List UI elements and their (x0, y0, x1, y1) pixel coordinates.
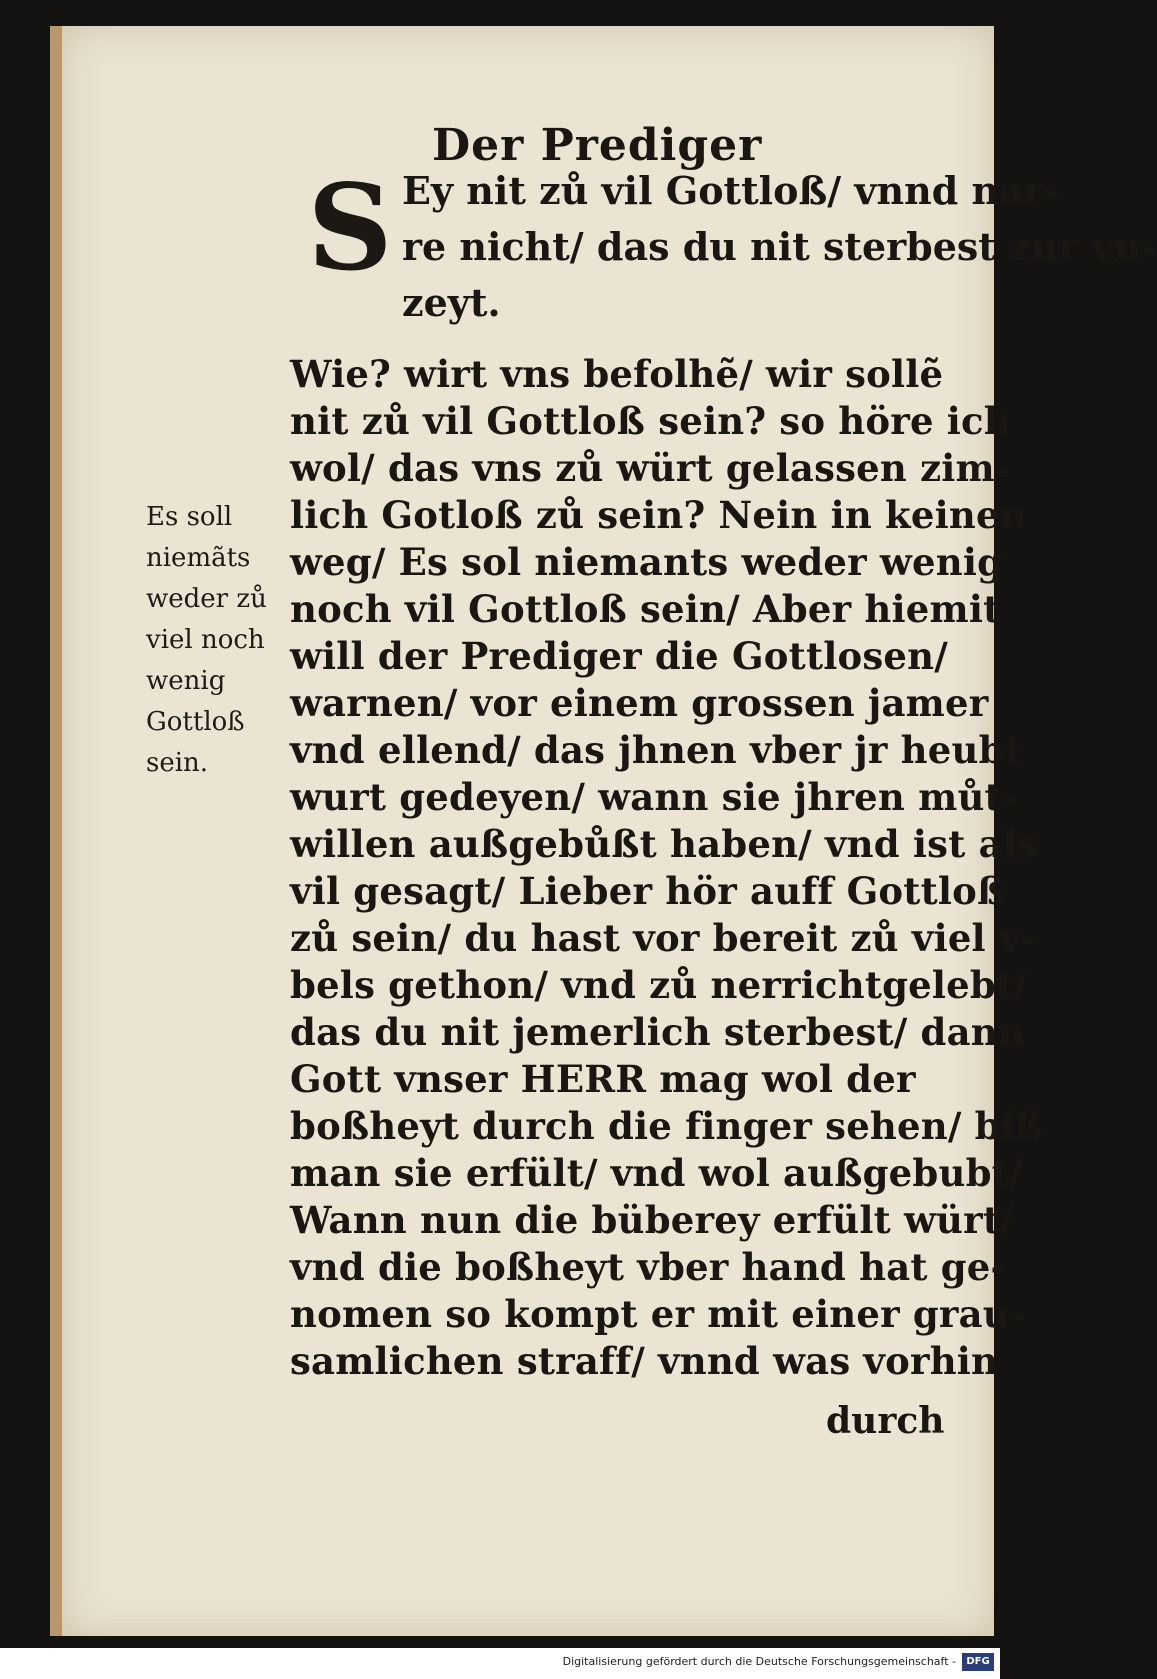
verse-line: re nicht/ das du nit sterbest zur vn‑ (402, 224, 1157, 269)
body-line: willen außgebůßt haben/ vnd ist als (290, 822, 1039, 866)
body-line: wurt gedeyen/ wann sie jhren můt‑ (290, 775, 1018, 819)
body-line: man sie erfült/ vnd wol außgebubt/ (290, 1151, 1023, 1195)
body-line: boßheyt durch die finger sehen/ biß (290, 1104, 1044, 1148)
body-line: samlichen straff/ vnnd was vorhin (290, 1339, 999, 1383)
margin-note-line: viel noch (146, 625, 265, 655)
margin-note-line: niemãts (146, 543, 251, 573)
margin-note-line: sein. (146, 748, 209, 778)
dfg-logo: DFG (962, 1653, 994, 1671)
body-line: Wann nun die büberey erfült würt/ (290, 1198, 1014, 1242)
verse-line: Ey nit zů vil Gottloß/ vnnd nar‑ (402, 168, 1060, 213)
body-line: Wie? wirt vns befolhẽ/ wir sollẽ (290, 352, 944, 396)
running-header: Der Prediger (432, 120, 763, 171)
body-line: Gott vnser HERR mag wol der (290, 1057, 916, 1101)
body-line: vil gesagt/ Lieber hör auff Gottloß (290, 869, 1006, 913)
body-line: weg/ Es sol niemants weder wenig (290, 540, 1004, 584)
body-line: lich Gotloß zů sein? Nein in keinen (290, 493, 1027, 537)
body-line: vnd die boßheyt vber hand hat ge‑ (290, 1245, 1007, 1289)
body-line: zů sein/ du hast vor bereit zů viel v‑ (290, 916, 1037, 960)
footer-bar (0, 1648, 1000, 1679)
body-line: warnen/ vor einem grossen jamer (290, 681, 989, 725)
body-line: nit zů vil Gottloß sein? so höre ich (290, 399, 1011, 443)
body-line: bels gethon/ vnd zů nerrichtgelebt/ (290, 963, 1027, 1007)
margin-note-line: Gottloß (146, 707, 245, 737)
margin-note-line: wenig (146, 666, 226, 696)
body-line: nomen so kompt er mit einer grau‑ (290, 1292, 1026, 1336)
verse-line: zeyt. (402, 280, 501, 325)
margin-note-line: weder zů (146, 584, 267, 614)
footer-credit: Digitalisierung gefördert durch die Deutsche Forschungsgemeinschaft - (562, 1655, 956, 1668)
catchword: durch (826, 1400, 945, 1442)
initial-letter: S (307, 158, 393, 297)
body-line: will der Prediger die Gottlosen/ (290, 634, 948, 678)
body-line: wol/ das vns zů würt gelassen zim‑ (290, 446, 1011, 490)
margin-note-line: Es soll (146, 502, 233, 532)
body-line: noch vil Gottloß sein/ Aber hiemit (290, 587, 1001, 631)
body-line: vnd ellend/ das jhnen vber jr heubt (290, 728, 1022, 772)
body-line: das du nit jemerlich sterbest/ dann (290, 1010, 1026, 1054)
